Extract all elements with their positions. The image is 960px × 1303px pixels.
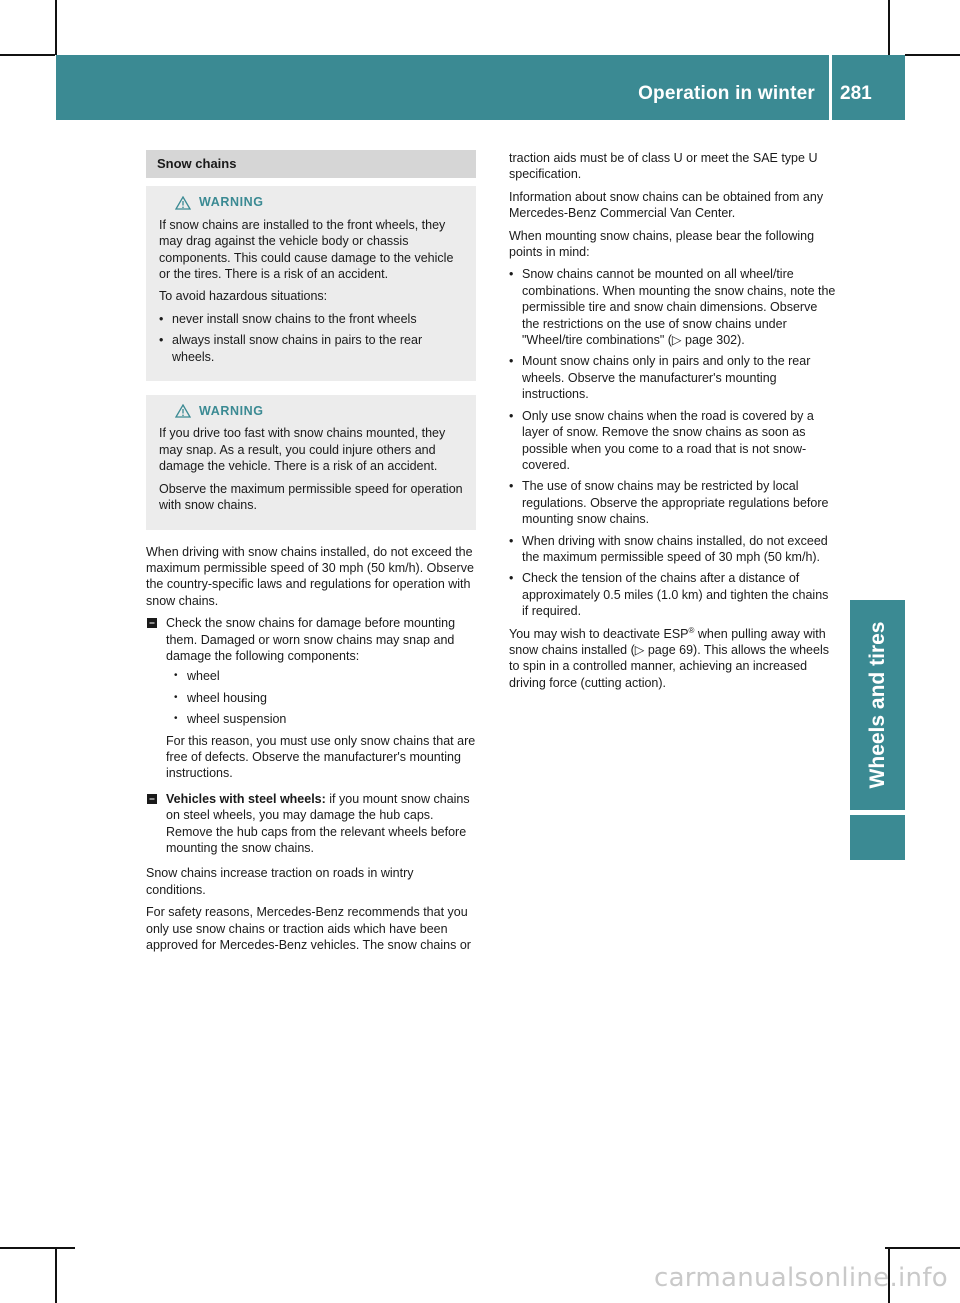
- list-item: • Snow chains cannot be mounted on all wheel/tire combinations. When mounting the snow chains, note the permissible tire and snow chain dimensions. Observe the restrictions on the use of snow chains under "Wheel/tire combinations" (▷ page 302).: [509, 266, 837, 348]
- body-paragraph: For safety reasons, Mercedes-Benz recommends that you only use snow chains or traction aids which have been approved for Mercedes-Benz vehicles. The snow chains or: [146, 905, 471, 953]
- esp-text-after: when pulling away with snow chains installed (▷ page 69). This allows the wheels to spin in a controlled manner, achieving an increased driving force (cutting action).: [509, 626, 829, 690]
- left-column: [146, 150, 476, 959]
- body-paragraph: Snow chains increase traction on roads in wintry conditions.: [146, 866, 414, 897]
- warning-box: [146, 395, 476, 529]
- header-divider: [829, 55, 832, 120]
- body-paragraph: When driving with snow chains installed, do not exceed the maximum permissible speed of 30 mph (50 km/h). Observe the country-specific laws and regulations for operation with snow chains.: [146, 544, 474, 608]
- instruction-step: [146, 615, 476, 782]
- crop-mark: [0, 1247, 75, 1249]
- warning-text: If you drive too fast with snow chains mounted, they may snap. As a result, you could injure others and damage the vehicle. There is a risk of an accident.: [159, 426, 446, 474]
- list-item: • Check the tension of the chains after a distance of approximately 0.5 miles (1.0 km) and tighten the chains if required.: [509, 570, 837, 619]
- list-item: • The use of snow chains may be restricted by local regulations. Observe the appropriate regulations before mounting snow chains.: [509, 478, 837, 527]
- crop-mark: [885, 1247, 960, 1249]
- watermark: carmanualsonline.info: [653, 1263, 948, 1293]
- instruction-body: if you mount snow chains on steel wheels, you may damage the hub caps. Remove the hub caps from the relevant wheels before mounting the snow chains.: [166, 791, 470, 855]
- body-paragraph: [509, 626, 837, 692]
- chapter-marker: [850, 815, 905, 860]
- section-heading: Snow chains: [146, 150, 476, 178]
- component-list: [174, 668, 476, 727]
- instruction-note: For this reason, you must use only snow chains that are free of defects. Observe the manufacturer's mounting instructions.: [166, 733, 476, 781]
- list-item: • wheel housing: [174, 690, 476, 706]
- instruction-step: [146, 791, 476, 857]
- page-title: Operation in winter: [638, 83, 815, 104]
- warning-triangle-icon: [175, 196, 191, 210]
- crop-mark: [0, 54, 55, 56]
- step-marker-icon: [146, 617, 158, 629]
- instruction-bold: Vehicles with steel wheels:: [166, 791, 326, 806]
- list-item: • When driving with snow chains installed, do not exceed the maximum permissible speed of 30 mph (50 km/h).: [509, 533, 837, 566]
- crop-mark: [888, 0, 890, 55]
- list-item: • always install snow chains in pairs to the rear wheels.: [159, 332, 463, 365]
- warning-triangle-icon: [175, 404, 191, 418]
- warning-intro: To avoid hazardous situations:: [159, 289, 328, 304]
- instruction-text: [166, 791, 476, 857]
- warning-title: [175, 403, 463, 419]
- list-item: • wheel suspension: [174, 711, 476, 727]
- step-marker-icon: [146, 793, 158, 805]
- warning-label: WARNING: [199, 195, 264, 210]
- body-paragraph: traction aids must be of class U or meet the SAE type U specification.: [509, 151, 818, 182]
- warning-box: [146, 186, 476, 381]
- right-column: [509, 150, 837, 697]
- registered-mark: ®: [688, 625, 695, 635]
- body-paragraph: Information about snow chains can be obtained from any Mercedes-Benz Commercial Van Center.: [509, 189, 824, 221]
- warning-title: [175, 194, 463, 210]
- warning-list: [159, 311, 463, 365]
- guidelines-list: [509, 266, 837, 619]
- warning-label: WARNING: [199, 404, 264, 419]
- crop-mark: [55, 0, 57, 55]
- esp-text-before: You may wish to deactivate ESP: [509, 626, 689, 641]
- page-number: 281: [840, 83, 872, 104]
- crop-mark: [55, 1248, 57, 1303]
- instruction-text: Check the snow chains for damage before mounting them. Damaged or worn snow chains may snap and damage the following components:: [166, 616, 456, 663]
- list-item: • Only use snow chains when the road is covered by a layer of snow. Remove the snow chains as soon as possible when you come to a road that is not snow-covered.: [509, 408, 837, 474]
- body-paragraph: When mounting snow chains, please bear the following points in mind:: [509, 228, 815, 260]
- list-item: • never install snow chains to the front wheels: [159, 311, 463, 327]
- crop-mark: [905, 54, 960, 56]
- warning-advice: Observe the maximum permissible speed for operation with snow chains.: [159, 481, 463, 513]
- warning-text: If snow chains are installed to the front wheels, they may drag against the vehicle body or chassis components. This could cause damage to the vehicle or the tires. There is a risk of an accident.: [159, 217, 454, 282]
- list-item: • Mount snow chains only in pairs and only to the rear wheels. Observe the manufacturer's mounting instructions.: [509, 353, 837, 402]
- chapter-tab-label: Wheels and tires: [866, 621, 889, 789]
- list-item: • wheel: [174, 668, 476, 684]
